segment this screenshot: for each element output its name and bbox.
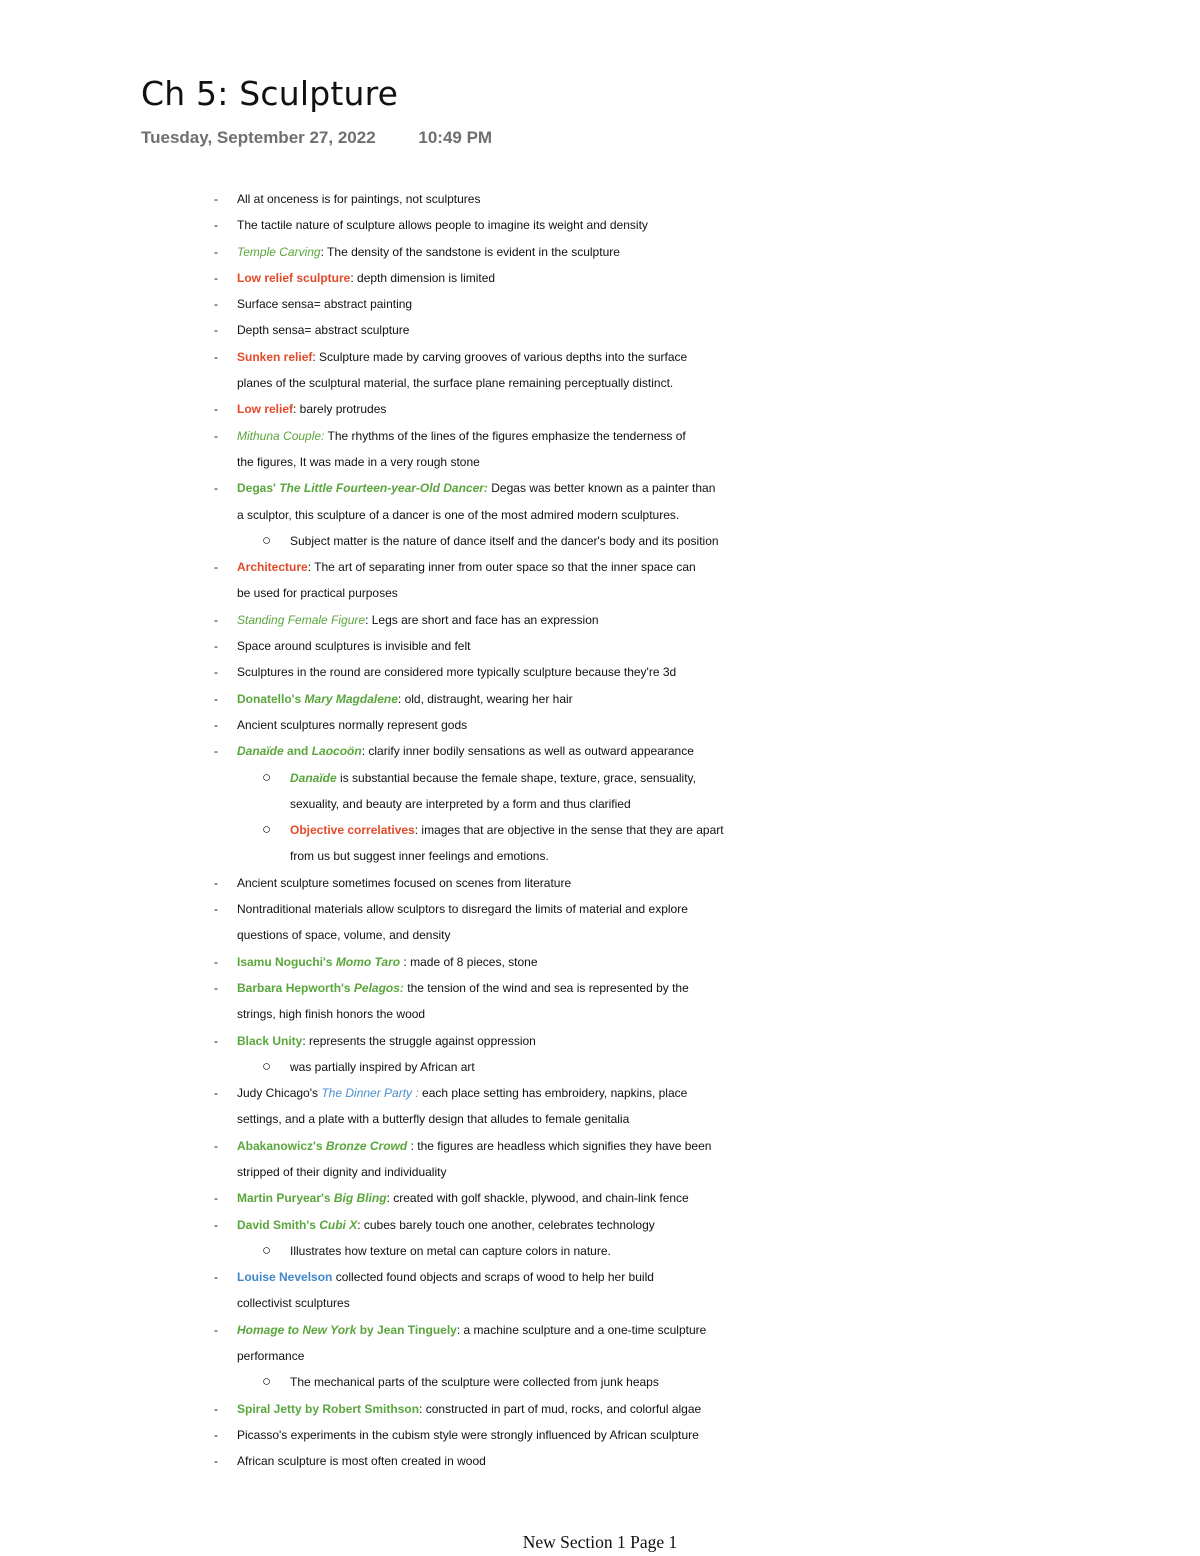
notes-list — [0, 186, 1200, 1475]
note-item — [0, 607, 1200, 633]
note-text: Degas was better known as a painter than — [487, 481, 716, 496]
dash-bullet-icon: - — [214, 691, 218, 706]
dash-bullet-icon: - — [214, 1033, 218, 1048]
note-text: : the figures are headless which signifies they have been — [407, 1138, 712, 1153]
dash-bullet-icon: - — [214, 270, 218, 285]
dash-bullet-icon: - — [214, 560, 218, 575]
highlighted-term: Martin Puryear's — [237, 1191, 334, 1206]
note-continuation-line — [0, 1290, 1200, 1316]
highlighted-term: Sunken relief — [237, 349, 313, 364]
note-text: the figures, It was made in a very rough stone — [237, 454, 480, 469]
note-text: : The density of the sandstone is evident in the sculpture — [320, 244, 620, 259]
note-text: collectivist sculptures — [237, 1296, 350, 1311]
dash-bullet-icon: - — [214, 902, 218, 917]
note-text: : cubes barely touch one another, celebrates technology — [357, 1217, 655, 1232]
dash-bullet-icon: - — [214, 218, 218, 233]
note-text: Judy Chicago's — [237, 1086, 322, 1101]
note-text: Illustrates how texture on metal can capture colors in nature. — [290, 1243, 611, 1258]
highlighted-term: Laocoön — [311, 744, 362, 759]
note-text: from us but suggest inner feelings and emotions. — [290, 849, 549, 864]
note-text: Nontraditional materials allow sculptors to disregard the limits of material and explore — [237, 902, 688, 917]
note-item — [0, 659, 1200, 685]
note-text: : made of 8 pieces, stone — [400, 954, 538, 969]
highlighted-term: Mary Magdalene — [304, 691, 398, 706]
note-text: Ancient sculptures normally represent gods — [237, 717, 468, 732]
sub-note-item — [0, 1238, 1200, 1264]
note-item — [0, 1133, 1200, 1159]
highlighted-term: Momo Taro — [335, 954, 401, 969]
dash-bullet-icon: - — [214, 1454, 218, 1469]
note-item — [0, 1317, 1200, 1343]
highlighted-term: Standing Female Figure — [237, 612, 366, 627]
highlighted-term: Bronze Crowd — [325, 1138, 408, 1153]
highlighted-term: Spiral Jetty by Robert Smithson — [237, 1401, 420, 1416]
note-continuation-line — [0, 580, 1200, 606]
note-text: : Sculpture made by carving grooves of various depths into the surface — [312, 349, 688, 364]
note-item — [0, 870, 1200, 896]
note-item — [0, 317, 1200, 343]
note-text: : depth dimension is limited — [350, 270, 496, 285]
note-text: a sculptor, this sculpture of a dancer is one of the most admired modern sculptures. — [237, 507, 680, 522]
note-text: the tension of the wind and sea is represented by the — [403, 980, 689, 995]
note-text: All at onceness is for paintings, not sculptures — [237, 192, 481, 206]
dash-bullet-icon: - — [214, 428, 218, 443]
note-item — [0, 265, 1200, 291]
dash-bullet-icon: - — [214, 1086, 218, 1101]
sub-note-item — [0, 1369, 1200, 1395]
note-continuation-line — [0, 1001, 1200, 1027]
note-item — [0, 896, 1200, 922]
page-title: Ch 5: Sculpture — [141, 74, 399, 113]
note-text: stripped of their dignity and individuality — [237, 1164, 447, 1179]
note-text: : constructed in part of mud, rocks, and colorful algae — [419, 1401, 702, 1416]
note-continuation-line — [0, 1343, 1200, 1369]
note-item — [0, 949, 1200, 975]
dash-bullet-icon: - — [214, 481, 218, 496]
dash-bullet-icon: - — [214, 980, 218, 995]
page-date: Tuesday, September 27, 2022 — [141, 128, 376, 147]
highlighted-term: Donatello's — [237, 691, 305, 706]
page-time: 10:49 PM — [418, 128, 493, 147]
note-text: planes of the sculptural material, the surface plane remaining perceptually distinct. — [237, 376, 674, 391]
note-text: be used for practical purposes — [237, 586, 398, 601]
note-text: The tactile nature of sculpture allows people to imagine its weight and density — [237, 218, 648, 233]
highlighted-term: Louise Nevelson — [237, 1270, 333, 1285]
note-item — [0, 712, 1200, 738]
note-text: Space around sculptures is invisible and felt — [237, 639, 471, 654]
note-text: : The art of separating inner from outer space so that the inner space can — [307, 560, 696, 575]
dash-bullet-icon: - — [214, 1217, 218, 1232]
note-continuation-line — [0, 1159, 1200, 1185]
note-text: Sculptures in the round are considered more typically sculpture because they're 3d — [237, 665, 677, 680]
dash-bullet-icon: - — [214, 297, 218, 312]
note-text: Subject matter is the nature of dance itself and the dancer's body and its position — [290, 533, 719, 548]
note-text: settings, and a plate with a butterfly design that alludes to female genitalia — [237, 1112, 630, 1127]
note-text: : a machine sculpture and a one-time sculpture — [456, 1322, 707, 1337]
highlighted-term: Cubi X — [319, 1217, 358, 1232]
highlighted-term: Abakanowicz's — [237, 1138, 326, 1153]
note-item — [0, 975, 1200, 1001]
circle-bullet-icon: ○ — [262, 1241, 272, 1259]
note-text: : images that are objective in the sense that they are apart — [414, 823, 724, 838]
highlighted-term: The Dinner Party : — [321, 1086, 419, 1101]
note-text: performance — [237, 1349, 305, 1364]
note-text: : represents the struggle against oppression — [302, 1033, 536, 1048]
highlighted-term: Black Unity — [237, 1033, 303, 1048]
note-item — [0, 344, 1200, 370]
note-continuation-line — [0, 922, 1200, 948]
note-text: strings, high finish honors the wood — [237, 1007, 426, 1022]
dash-bullet-icon: - — [214, 402, 218, 417]
dash-bullet-icon: - — [214, 192, 218, 206]
page-timestamp — [141, 128, 492, 148]
note-text: is substantial because the female shape, texture, grace, sensuality, — [336, 770, 697, 785]
note-text: : old, distraught, wearing her hair — [397, 691, 573, 706]
highlighted-term: Low relief sculpture — [237, 270, 351, 285]
note-item — [0, 1185, 1200, 1211]
note-continuation-line — [0, 449, 1200, 475]
highlighted-term: Pelagos: — [353, 980, 404, 995]
highlighted-term: David Smith's — [237, 1217, 320, 1232]
note-item — [0, 1028, 1200, 1054]
highlighted-term: The Little Fourteen-year-Old Dancer: — [279, 481, 488, 496]
highlighted-term: Low relief — [237, 402, 294, 417]
highlighted-term: Big Bling — [333, 1191, 387, 1206]
dash-bullet-icon: - — [214, 244, 218, 259]
dash-bullet-icon: - — [214, 349, 218, 364]
note-text: Picasso's experiments in the cubism style were strongly influenced by African sculpture — [237, 1427, 699, 1442]
note-continuation-line — [0, 791, 1200, 817]
note-item — [0, 423, 1200, 449]
circle-bullet-icon: ○ — [262, 1373, 272, 1391]
note-continuation-line — [0, 370, 1200, 396]
sub-note-item — [0, 765, 1200, 791]
note-item — [0, 1264, 1200, 1290]
note-item — [0, 633, 1200, 659]
note-text: : clarify inner bodily sensations as well as outward appearance — [361, 744, 694, 759]
dash-bullet-icon: - — [214, 1401, 218, 1416]
note-item — [0, 686, 1200, 712]
note-text: Surface sensa= abstract painting — [237, 297, 413, 312]
highlighted-term: and — [283, 744, 312, 759]
sub-note-item — [0, 528, 1200, 554]
highlighted-term: Objective correlatives — [290, 823, 415, 838]
highlighted-term: Temple Carving — [237, 244, 321, 259]
note-item — [0, 1448, 1200, 1474]
sub-note-item — [0, 817, 1200, 843]
note-item — [0, 396, 1200, 422]
note-item — [0, 186, 1200, 212]
highlighted-term: Mithuna Couple: — [237, 428, 325, 443]
circle-bullet-icon: ○ — [262, 531, 272, 549]
circle-bullet-icon: ○ — [262, 1057, 272, 1075]
dash-bullet-icon: - — [214, 1427, 218, 1442]
sub-note-item — [0, 1054, 1200, 1080]
note-item — [0, 554, 1200, 580]
dash-bullet-icon: - — [214, 612, 218, 627]
note-continuation-line — [0, 1106, 1200, 1132]
dash-bullet-icon: - — [214, 665, 218, 680]
note-item — [0, 1212, 1200, 1238]
note-item — [0, 212, 1200, 238]
circle-bullet-icon: ○ — [262, 821, 272, 839]
dash-bullet-icon: - — [214, 1191, 218, 1206]
highlighted-term: Danaïde — [290, 770, 337, 785]
dash-bullet-icon: - — [214, 1270, 218, 1285]
note-item — [0, 1396, 1200, 1422]
dash-bullet-icon: - — [214, 744, 218, 759]
note-text: collected found objects and scraps of wood to help her build — [332, 1270, 654, 1285]
circle-bullet-icon: ○ — [262, 768, 272, 786]
note-text: : created with golf shackle, plywood, and chain-link fence — [386, 1191, 689, 1206]
highlighted-term: by Jean Tinguely — [356, 1322, 457, 1337]
page-footer: New Section 1 Page 1 — [522, 1532, 678, 1552]
note-text: African sculpture is most often created in wood — [237, 1454, 486, 1469]
highlighted-term: Homage to New York — [237, 1322, 357, 1337]
dash-bullet-icon: - — [214, 323, 218, 338]
note-text: The rhythms of the lines of the figures emphasize the tenderness of — [324, 428, 686, 443]
note-text: was partially inspired by African art — [290, 1059, 475, 1074]
dash-bullet-icon: - — [214, 717, 218, 732]
note-text: questions of space, volume, and density — [237, 928, 451, 943]
note-text: each place setting has embroidery, napkins, place — [418, 1086, 688, 1101]
highlighted-term: Degas' — [237, 481, 280, 496]
dash-bullet-icon: - — [214, 1322, 218, 1337]
note-text: sexuality, and beauty are interpreted by a form and thus clarified — [290, 796, 631, 811]
note-item — [0, 291, 1200, 317]
highlighted-term: Isamu Noguchi's — [237, 954, 336, 969]
note-item — [0, 738, 1200, 764]
note-text: Depth sensa= abstract sculpture — [237, 323, 410, 338]
note-text: The mechanical parts of the sculpture were collected from junk heaps — [290, 1375, 659, 1390]
note-continuation-line — [0, 502, 1200, 528]
highlighted-term: Architecture — [237, 560, 308, 575]
note-item — [0, 239, 1200, 265]
note-continuation-line — [0, 843, 1200, 869]
dash-bullet-icon: - — [214, 1138, 218, 1153]
note-item — [0, 475, 1200, 501]
note-text: Ancient sculpture sometimes focused on scenes from literature — [237, 875, 572, 890]
highlighted-term: Danaïde — [237, 744, 284, 759]
note-text: : barely protrudes — [293, 402, 387, 417]
note-item — [0, 1422, 1200, 1448]
dash-bullet-icon: - — [214, 639, 218, 654]
dash-bullet-icon: - — [214, 954, 218, 969]
note-text: : Legs are short and face has an expression — [365, 612, 599, 627]
highlighted-term: Barbara Hepworth's — [237, 980, 354, 995]
note-item — [0, 1080, 1200, 1106]
dash-bullet-icon: - — [214, 875, 218, 890]
